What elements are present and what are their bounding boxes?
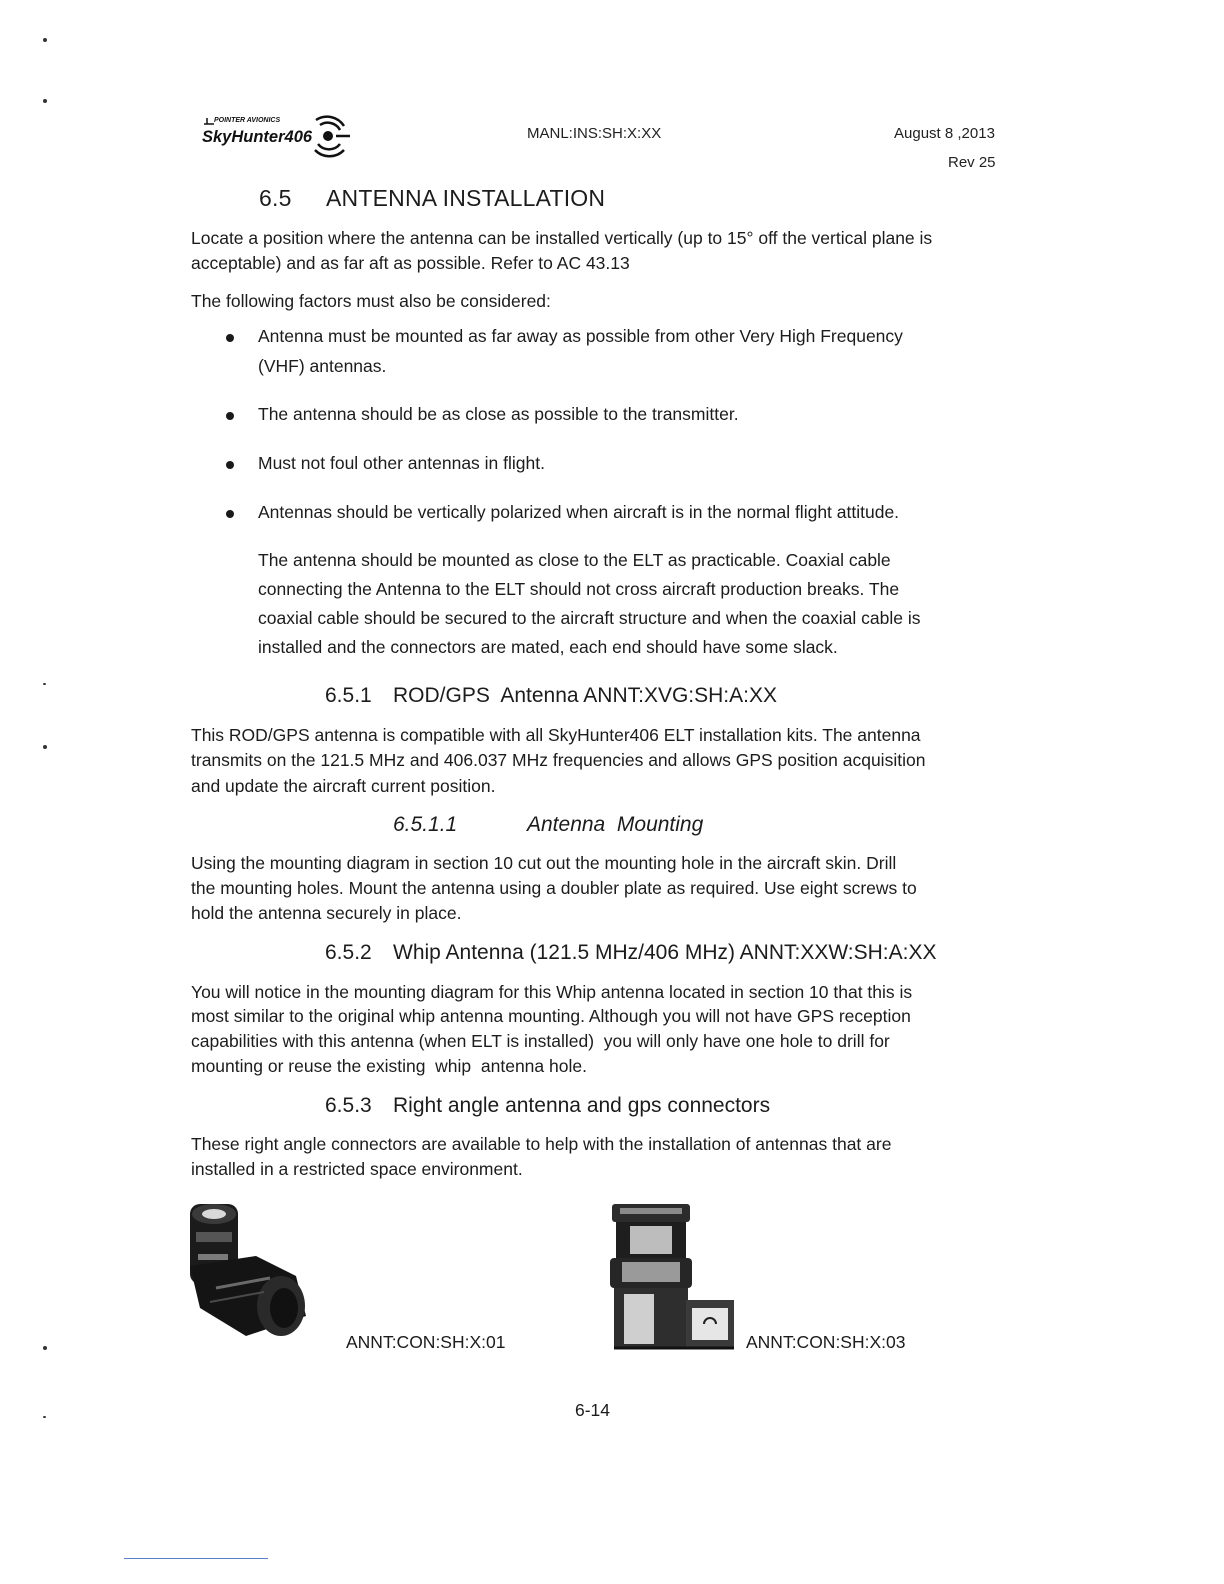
bullet-icon <box>226 412 234 420</box>
scan-speck <box>43 683 46 685</box>
subsection-number: 6.5.3 <box>325 1094 372 1117</box>
bullet-text: The antenna should be as close as possible to the transmitter. <box>258 404 739 424</box>
bullet-text: Antenna must be mounted as far away as possible from other Very High Frequency <box>258 326 903 346</box>
document-date: August 8 ,2013 <box>894 125 995 142</box>
subsection-number: 6.5.1 <box>325 684 372 707</box>
document-id: MANL:INS:SH:X:XX <box>527 125 662 142</box>
bullet-text: Must not foul other antennas in flight. <box>258 453 545 473</box>
paragraph-line: capabilities with this antenna (when ELT is installed) you will only have one hole to drill for <box>191 1031 890 1051</box>
paragraph-line: mounting or reuse the existing whip antenna hole. <box>191 1056 587 1076</box>
bullet-icon <box>226 334 234 342</box>
bullet-text: (VHF) antennas. <box>258 356 387 376</box>
subsubsection-title: Antenna Mounting <box>527 813 704 836</box>
subsection-title: Right angle antenna and gps connectors <box>393 1094 771 1117</box>
connector-caption-01: ANNT:CON:SH:X:01 <box>346 1332 506 1352</box>
bullet-icon <box>226 461 234 469</box>
paragraph-line: connecting the Antenna to the ELT should not cross aircraft production breaks. The <box>258 579 900 599</box>
subsection-title: ROD/GPS Antenna ANNT:XVG:SH:A:XX <box>393 684 777 707</box>
skyhunter-logo <box>200 112 360 164</box>
paragraph-line: These right angle connectors are available to help with the installation of antennas that are <box>191 1134 892 1154</box>
factors-lead: The following factors must also be considered: <box>191 291 551 311</box>
scan-speck <box>43 745 47 749</box>
bullet-text: Antennas should be vertically polarized when aircraft is in the normal flight attitude. <box>258 502 900 522</box>
page-number: 6-14 <box>575 1400 611 1420</box>
paragraph-line: hold the antenna securely in place. <box>191 903 462 923</box>
logo-top-text: POINTER AVIONICS <box>214 117 281 124</box>
paragraph-line: and update the aircraft current position. <box>191 776 496 796</box>
subsection-number: 6.5.2 <box>325 941 372 964</box>
paragraph-line: Using the mounting diagram in section 10 cut out the mounting hole in the aircraft skin. Drill <box>191 853 897 873</box>
subsubsection-number: 6.5.1.1 <box>393 813 458 836</box>
connector-caption-03: ANNT:CON:SH:X:03 <box>746 1332 906 1352</box>
section-title: ANTENNA INSTALLATION <box>326 185 606 211</box>
paragraph-line: the mounting holes. Mount the antenna using a doubler plate as required. Use eight screws to <box>191 878 917 898</box>
connector-image-01 <box>186 1196 316 1346</box>
paragraph-line: transmits on the 121.5 MHz and 406.037 MHz frequencies and allows GPS position acquisition <box>191 750 926 770</box>
paragraph-line: coaxial cable should be secured to the aircraft structure and when the coaxial cable is <box>258 608 921 628</box>
section-number: 6.5 <box>259 185 292 211</box>
document-revision: Rev 25 <box>948 154 996 171</box>
paragraph-line: You will notice in the mounting diagram for this Whip antenna located in section 10 that this is <box>191 982 913 1002</box>
paragraph-line: installed and the connectors are mated, each end should have some slack. <box>258 637 838 657</box>
scan-speck <box>43 1346 47 1350</box>
paragraph-line: The antenna should be mounted as close to the ELT as practicable. Coaxial cable <box>258 550 891 570</box>
scan-speck <box>43 99 47 103</box>
logo-main-text: SkyHunter406 <box>202 128 313 146</box>
bottom-rule <box>124 1558 268 1559</box>
paragraph-line: This ROD/GPS antenna is compatible with all SkyHunter406 ELT installation kits. The antenna <box>191 725 921 745</box>
scan-speck <box>43 1416 46 1418</box>
bullet-icon <box>226 510 234 518</box>
paragraph-line: most similar to the original whip antenna mounting. Although you will not have GPS reception <box>191 1006 911 1026</box>
intro-line: acceptable) and as far aft as possible. Refer to AC 43.13 <box>191 253 630 273</box>
skyhunter-logo-graphic <box>200 112 360 164</box>
paragraph-line: installed in a restricted space environment. <box>191 1159 523 1179</box>
subsection-title: Whip Antenna (121.5 MHz/406 MHz) ANNT:XXW:SH:A:XX <box>393 941 937 964</box>
connector-image-03 <box>606 1200 738 1352</box>
intro-line: Locate a position where the antenna can be installed vertically (up to 15° off the vertical plane is <box>191 228 933 248</box>
scan-speck <box>43 38 47 42</box>
